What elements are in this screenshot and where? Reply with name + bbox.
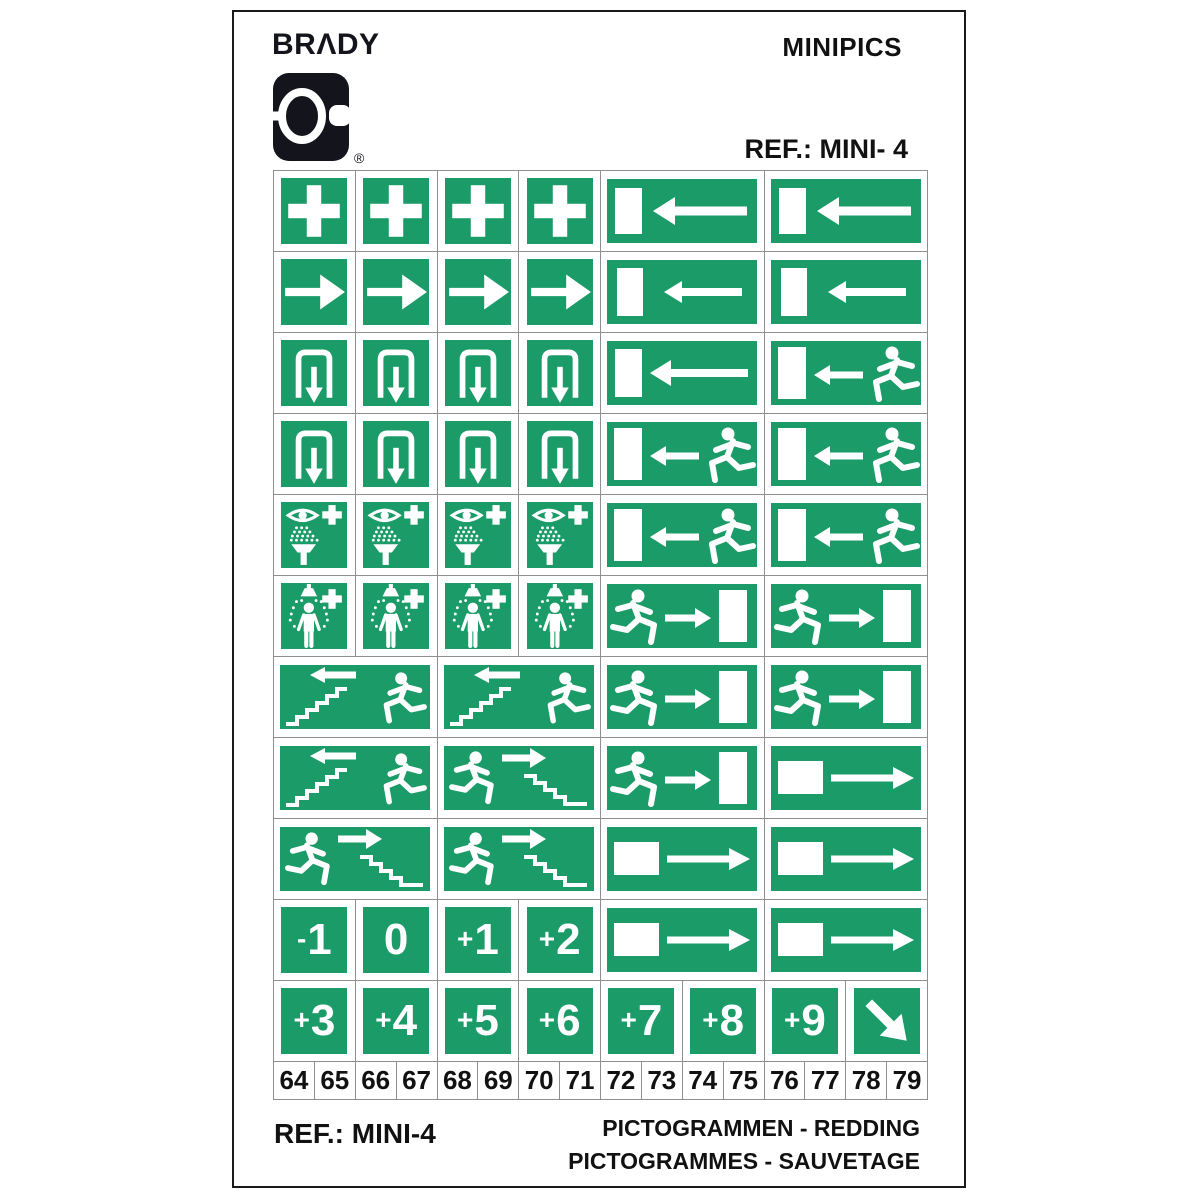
green-sign — [444, 746, 594, 810]
green-sign — [281, 259, 347, 325]
green-sign — [607, 665, 757, 729]
green-sign — [854, 988, 920, 1054]
tile-level-+8 — [683, 981, 764, 1061]
tile-stairs-up-left-man — [438, 657, 601, 737]
sheet-card — [232, 10, 966, 1188]
tile-safety-shower — [274, 576, 355, 656]
level-label: + 4 — [375, 996, 418, 1045]
exit-door-arrow-left-big-icon — [771, 179, 921, 243]
footer-ref-code: REF.: MINI-4 — [274, 1118, 436, 1149]
tile-level-+4 — [356, 981, 437, 1061]
ref-code-top: REF.: MINI- 4 — [744, 134, 908, 164]
door-push-down-arrow-icon — [527, 340, 593, 406]
level-label: + 6 — [538, 996, 581, 1045]
green-sign — [363, 178, 429, 244]
tile-exit-door-arrow-left-long — [601, 333, 764, 413]
exit-man-door-left-icon — [771, 422, 921, 486]
green-sign — [607, 422, 757, 486]
green-sign — [280, 665, 430, 729]
green-sign — [771, 341, 921, 405]
tile-eyewash-station — [356, 495, 437, 575]
level-label: + 9 — [783, 996, 826, 1045]
green-sign — [527, 178, 593, 244]
arrow-right-icon — [281, 259, 347, 325]
tile-exit-door-arrow-left-big — [601, 171, 764, 251]
footer-category — [568, 1112, 920, 1179]
exit-man-door-left-icon — [607, 422, 757, 486]
stairs-up-left-man-icon — [280, 665, 430, 729]
green-sign — [772, 988, 838, 1054]
green-sign — [363, 583, 429, 649]
eyewash-station-icon — [281, 502, 347, 568]
tile-safety-shower — [438, 576, 519, 656]
green-sign — [527, 421, 593, 487]
position-number-cell: 71 — [560, 1062, 600, 1099]
door-push-down-arrow-icon — [527, 421, 593, 487]
first-aid-cross-icon — [281, 178, 347, 244]
green-sign — [281, 583, 347, 649]
tile-stairs-up-left-man — [274, 738, 437, 818]
tile-exit-door-arrow-left — [765, 252, 928, 332]
tile-level-+9 — [765, 981, 846, 1061]
green-sign — [771, 179, 921, 243]
registered-trademark: ® — [354, 150, 365, 166]
tile-first-aid-cross — [274, 171, 355, 251]
green-sign — [771, 827, 921, 891]
green-sign — [444, 665, 594, 729]
safety-shower-icon — [445, 583, 511, 649]
tile-arrow-right — [438, 252, 519, 332]
level-label: - 1 — [296, 915, 332, 964]
tile-exit-man-door-left — [601, 495, 764, 575]
green-sign — [771, 584, 921, 648]
green-sign — [281, 988, 347, 1054]
green-sign — [771, 503, 921, 567]
eyewash-station-icon — [363, 502, 429, 568]
tile-eyewash-station — [274, 495, 355, 575]
tile-first-aid-cross — [438, 171, 519, 251]
tile-exit-man-door-right — [601, 738, 764, 818]
green-sign — [363, 988, 429, 1054]
green-sign — [527, 907, 593, 973]
tile-panel-arrow-right — [765, 819, 928, 899]
tile-panel-arrow-right — [601, 900, 764, 980]
tile-exit-man-door-left — [765, 495, 928, 575]
tile-door-push-down-arrow — [519, 414, 600, 494]
first-aid-cross-icon — [363, 178, 429, 244]
green-sign — [607, 341, 757, 405]
green-sign — [771, 422, 921, 486]
tile-stairs-down-right-man — [438, 819, 601, 899]
first-aid-cross-icon — [445, 178, 511, 244]
green-sign — [607, 746, 757, 810]
level-label: + 2 — [538, 915, 581, 964]
exit-man-door-right-icon — [771, 584, 921, 648]
green-sign — [281, 907, 347, 973]
position-number-cell: 77 — [805, 1062, 845, 1099]
exit-door-arrow-left-icon — [607, 260, 757, 324]
tile-eyewash-station — [438, 495, 519, 575]
panel-arrow-right-icon — [771, 827, 921, 891]
exit-man-door-right-icon — [771, 665, 921, 729]
tile-exit-man-door-left — [765, 414, 928, 494]
green-sign — [771, 908, 921, 972]
tile-door-push-down-arrow — [274, 333, 355, 413]
tile-exit-man-door-left — [601, 414, 764, 494]
tile-arrow-right — [356, 252, 437, 332]
brand-wordmark: BRΛDY — [272, 28, 380, 61]
green-sign — [771, 260, 921, 324]
green-sign — [281, 178, 347, 244]
tile-stairs-up-left-man — [274, 657, 437, 737]
position-number-cell: 72 — [601, 1062, 641, 1099]
position-number-cell: 75 — [724, 1062, 764, 1099]
tile-door-push-down-arrow — [274, 414, 355, 494]
green-sign — [281, 421, 347, 487]
exit-door-arrow-left-long-icon — [607, 341, 757, 405]
level-label: + 5 — [456, 996, 499, 1045]
exit-man-door-left-icon — [771, 503, 921, 567]
brady-logo-icon — [272, 72, 350, 162]
level-label: + 8 — [702, 996, 745, 1045]
tile-door-push-down-arrow — [356, 333, 437, 413]
green-sign — [771, 746, 921, 810]
tile-arrow-down-right — [846, 981, 927, 1061]
green-sign — [527, 259, 593, 325]
stairs-down-right-man-icon — [280, 827, 430, 891]
green-sign — [690, 988, 756, 1054]
tile-level-+6 — [519, 981, 600, 1061]
level-label: + 7 — [620, 996, 663, 1045]
green-sign — [445, 421, 511, 487]
tile-panel-arrow-right — [601, 819, 764, 899]
exit-door-arrow-left-icon — [771, 260, 921, 324]
exit-door-arrow-left-big-icon — [607, 179, 757, 243]
safety-shower-icon — [527, 583, 593, 649]
tile-door-push-down-arrow — [356, 414, 437, 494]
stairs-up-left-man-icon — [444, 665, 594, 729]
green-sign — [607, 503, 757, 567]
green-sign — [607, 584, 757, 648]
level-label: + 1 — [456, 915, 499, 964]
tile-door-push-down-arrow — [438, 414, 519, 494]
tile-level-0 — [356, 900, 437, 980]
tile-first-aid-cross — [356, 171, 437, 251]
position-number-cell: 78 — [846, 1062, 886, 1099]
door-push-down-arrow-icon — [281, 340, 347, 406]
tile-exit-door-arrow-left-big — [765, 171, 928, 251]
door-push-down-arrow-icon — [363, 340, 429, 406]
green-sign — [445, 259, 511, 325]
tile-door-push-down-arrow — [438, 333, 519, 413]
first-aid-cross-icon — [527, 178, 593, 244]
tile-exit-man-door-right — [601, 576, 764, 656]
green-sign — [281, 502, 347, 568]
tile-first-aid-cross — [519, 171, 600, 251]
green-sign — [527, 502, 593, 568]
green-sign — [363, 907, 429, 973]
tile-exit-man-door-right — [601, 657, 764, 737]
tile-safety-shower — [519, 576, 600, 656]
door-push-down-arrow-icon — [281, 421, 347, 487]
green-sign — [445, 988, 511, 1054]
green-sign — [363, 421, 429, 487]
safety-shower-icon — [281, 583, 347, 649]
arrow-down-right-icon — [854, 988, 920, 1054]
position-number-cell: 73 — [642, 1062, 682, 1099]
stairs-up-left-man-icon — [280, 746, 430, 810]
exit-man-door-left-icon — [607, 503, 757, 567]
tile-stairs-down-right-man — [438, 738, 601, 818]
panel-arrow-right-icon — [771, 908, 921, 972]
position-number-cell: 65 — [315, 1062, 355, 1099]
tile-eyewash-station — [519, 495, 600, 575]
position-number-cell: 66 — [356, 1062, 396, 1099]
green-sign — [280, 746, 430, 810]
tile-level--1 — [274, 900, 355, 980]
tile-exit-door-arrow-left — [601, 252, 764, 332]
tile-stairs-down-right-man — [274, 819, 437, 899]
tile-exit-man-door-right — [765, 657, 928, 737]
position-number-cell: 70 — [519, 1062, 559, 1099]
arrow-right-icon — [445, 259, 511, 325]
arrow-right-icon — [363, 259, 429, 325]
exit-man-door-left-icon — [771, 341, 921, 405]
level-label: 0 — [383, 915, 409, 964]
green-sign — [527, 583, 593, 649]
pictogram-grid — [273, 170, 928, 1100]
tile-level-+1 — [438, 900, 519, 980]
green-sign — [607, 260, 757, 324]
panel-arrow-right-icon — [607, 827, 757, 891]
door-push-down-arrow-icon — [445, 340, 511, 406]
green-sign — [527, 340, 593, 406]
panel-arrow-right-icon — [607, 908, 757, 972]
tile-safety-shower — [356, 576, 437, 656]
green-sign — [607, 908, 757, 972]
product-title: MINIPICS — [782, 32, 902, 62]
footer-category-french: PICTOGRAMMES - SAUVETAGE — [568, 1148, 920, 1175]
exit-man-door-right-icon — [607, 665, 757, 729]
tile-exit-man-door-right — [765, 576, 928, 656]
footer-category-dutch: PICTOGRAMMEN - REDDING — [602, 1115, 920, 1141]
door-push-down-arrow-icon — [363, 421, 429, 487]
tile-arrow-right — [274, 252, 355, 332]
green-sign — [607, 827, 757, 891]
tile-panel-arrow-right — [765, 738, 928, 818]
safety-shower-icon — [363, 583, 429, 649]
green-sign — [445, 178, 511, 244]
green-sign — [527, 988, 593, 1054]
green-sign — [607, 179, 757, 243]
tile-exit-man-door-left — [765, 333, 928, 413]
eyewash-station-icon — [445, 502, 511, 568]
eyewash-station-icon — [527, 502, 593, 568]
position-number-cell: 79 — [887, 1062, 927, 1099]
green-sign — [608, 988, 674, 1054]
exit-man-door-right-icon — [607, 746, 757, 810]
stairs-down-right-man-icon — [444, 746, 594, 810]
green-sign — [445, 502, 511, 568]
green-sign — [281, 340, 347, 406]
position-number-cell: 76 — [765, 1062, 805, 1099]
green-sign — [444, 827, 594, 891]
tile-level-+3 — [274, 981, 355, 1061]
tile-panel-arrow-right — [765, 900, 928, 980]
tile-level-+7 — [601, 981, 682, 1061]
tile-level-+2 — [519, 900, 600, 980]
green-sign — [363, 340, 429, 406]
green-sign — [771, 665, 921, 729]
position-number-cell: 74 — [683, 1062, 723, 1099]
tile-level-+5 — [438, 981, 519, 1061]
position-number-cell: 67 — [397, 1062, 437, 1099]
stairs-down-right-man-icon — [444, 827, 594, 891]
panel-arrow-right-icon — [771, 746, 921, 810]
exit-man-door-right-icon — [607, 584, 757, 648]
level-label: + 3 — [293, 996, 336, 1045]
door-push-down-arrow-icon — [445, 421, 511, 487]
position-number-cell: 69 — [478, 1062, 518, 1099]
position-number-cell: 68 — [438, 1062, 478, 1099]
green-sign — [280, 827, 430, 891]
green-sign — [363, 502, 429, 568]
green-sign — [363, 259, 429, 325]
position-number-cell: 64 — [274, 1062, 314, 1099]
green-sign — [445, 907, 511, 973]
tile-arrow-right — [519, 252, 600, 332]
arrow-right-icon — [527, 259, 593, 325]
tile-door-push-down-arrow — [519, 333, 600, 413]
green-sign — [445, 583, 511, 649]
green-sign — [445, 340, 511, 406]
